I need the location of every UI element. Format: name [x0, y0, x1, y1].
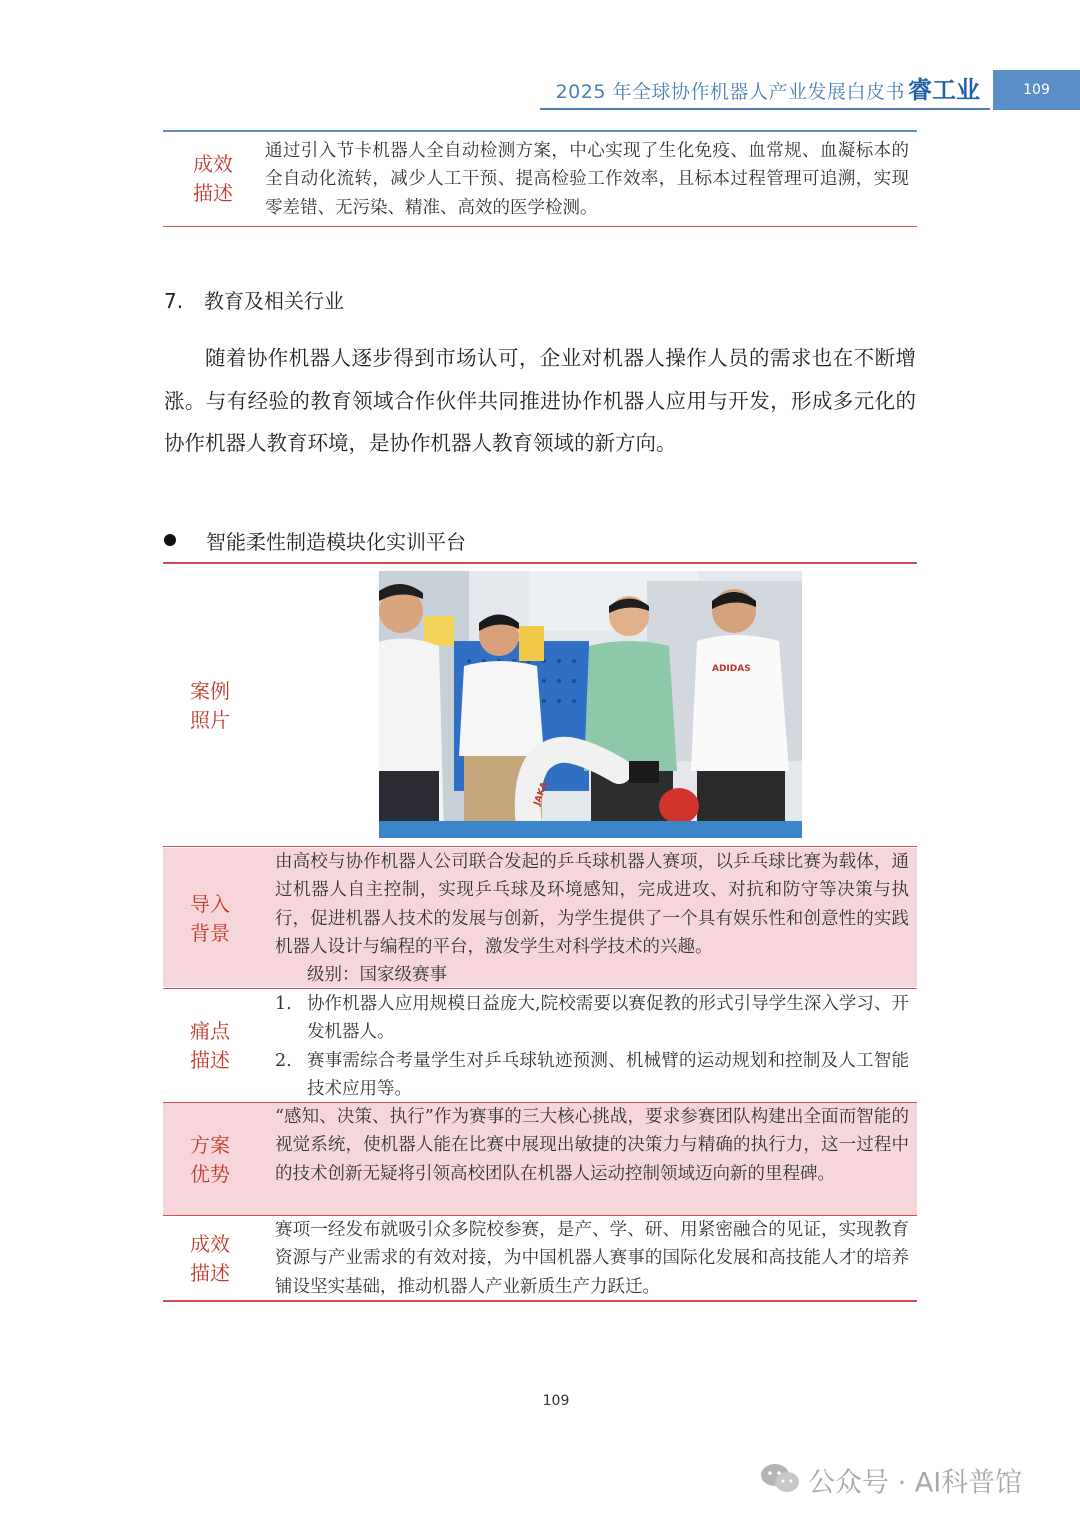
results-text: 赛项一经发布就吸引众多院校参赛，是产、学、研、用紧密融合的见证，实现教育资源与产业需求的有效对接，为中国机器人赛事的国际化发展和高技能人才的培养铺设坚实基础，推动机器人产业新质生产力跃迁。	[275, 1220, 909, 1297]
document-title: 2025 年全球协作机器人产业发展白皮书	[555, 81, 905, 103]
level-text: 级别：国家级赛事	[307, 965, 447, 985]
footer-page-number: 109	[542, 1393, 570, 1409]
wechat-icon	[760, 1462, 800, 1506]
case-photo	[379, 571, 802, 838]
advantages-label: 方案 优势	[190, 1133, 230, 1186]
case-table-rule-bottom	[163, 1300, 917, 1302]
pain-item: 2. 赛事需综合考量学生对乒乓球轨迹预测、机械臂的运动规划和控制及人工智能技术应用等。	[275, 1050, 909, 1099]
photo-label: 案例 照片	[190, 679, 230, 732]
section-number: 7.	[164, 289, 184, 313]
pain-item: 1. 协作机器人应用规模日益庞大,院校需要以赛促教的形式引导学生深入学习、开发机器人。	[275, 994, 909, 1043]
results-label: 成效 描述	[190, 1232, 230, 1285]
top-table-rule-top	[163, 130, 917, 132]
header-page-number: 109	[993, 70, 1080, 110]
section-heading	[164, 286, 344, 316]
photo-row-rule	[163, 846, 917, 847]
background-text: 由高校与协作机器人公司联合发起的乒乓球机器人赛项，以乒乓球比赛为载体，通过机器人自主控制，实现乒乓球及环境感知，完成进攻、对抗和防守等决策与执行，促进机器人技术的发展与创新，为学生提供了一个具有娱乐性和创意性的实践机器人设计与编程的平台，激发学生对科学技术的兴趣。	[275, 852, 909, 957]
background-row-rule	[163, 988, 917, 989]
watermark	[760, 1462, 1022, 1502]
top-table-label: 成效 描述	[193, 152, 233, 205]
case-heading	[164, 526, 466, 558]
advantages-text: “感知、决策、执行”作为赛事的三大核心挑战，要求参赛团队构建出全面而智能的视觉系统，使机器人能在比赛中展现出敏捷的决策力与精确的执行力，这一过程中的技术创新无疑将引领高校团队在机器人运动控制领域迈向新的里程碑。	[275, 1107, 909, 1184]
photo-robot-text: JAKA	[532, 780, 551, 808]
watermark-text: 公众号 · AI科普馆	[808, 1467, 1023, 1499]
photo-shirt-text: ADIDAS	[712, 664, 751, 674]
pain-label: 痛点 描述	[190, 1019, 230, 1072]
top-table-text: 通过引入节卡机器人全自动检测方案，中心实现了生化免疫、血常规、血凝标本的全自动化流转，减少人工干预、提高检验工作效率，且标本过程管理可追溯，实现零差错、无污染、精准、高效的医学检测。	[265, 141, 909, 218]
brand-logo: 睿工业	[908, 76, 980, 104]
section-title: 教育及相关行业	[204, 289, 344, 313]
section-paragraph: 随着协作机器人逐步得到市场认可，企业对机器人操作人员的需求也在不断增涨。与有经验的教育领域合作伙伴共同推进协作机器人应用与开发，形成多元化的协作机器人教育环境，是协作机器人教育领域的新方向。	[164, 346, 916, 455]
case-title: 智能柔性制造模块化实训平台	[206, 530, 466, 554]
pain-list	[275, 990, 909, 1103]
background-label: 导入 背景	[190, 892, 230, 945]
top-table-rule-bottom	[163, 226, 917, 227]
bullet-icon	[164, 534, 176, 546]
case-table-rule-top	[163, 562, 917, 564]
header-rule	[540, 108, 990, 110]
